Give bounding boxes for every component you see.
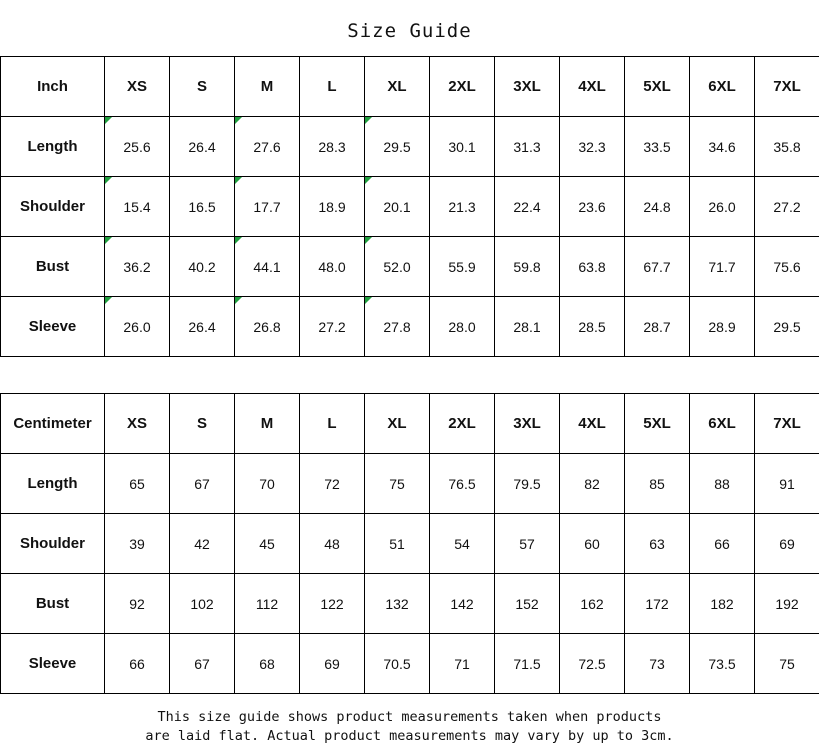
table-row [1, 514, 819, 574]
cell-bust-5xl: 67.7 [625, 237, 690, 297]
cell-length-5xl: 33.5 [625, 117, 690, 177]
table-row [1, 297, 819, 357]
cell-length-l: 28.3 [300, 117, 365, 177]
cell-bust-l: 122 [300, 574, 365, 634]
size-header-xl: XL [365, 57, 430, 117]
cell-shoulder-7xl: 27.2 [755, 177, 819, 237]
table-row [1, 237, 819, 297]
cell-shoulder-xl: 20.1 [365, 177, 430, 237]
cell-bust-xs: 36.2 [105, 237, 170, 297]
cell-length-m: 27.6 [235, 117, 300, 177]
cell-shoulder-5xl: 63 [625, 514, 690, 574]
row-label-bust: Bust [1, 237, 105, 297]
cell-length-xl: 75 [365, 454, 430, 514]
cell-length-4xl: 82 [560, 454, 625, 514]
cell-shoulder-7xl: 69 [755, 514, 819, 574]
size-header-m: M [235, 57, 300, 117]
cell-bust-m: 112 [235, 574, 300, 634]
cell-shoulder-s: 16.5 [170, 177, 235, 237]
size-header-5xl: 5XL [625, 394, 690, 454]
cell-sleeve-l: 27.2 [300, 297, 365, 357]
cell-sleeve-7xl: 29.5 [755, 297, 819, 357]
unit-label-centimeter: Centimeter [1, 394, 105, 454]
cell-length-7xl: 35.8 [755, 117, 819, 177]
cell-shoulder-6xl: 26.0 [690, 177, 755, 237]
cell-sleeve-2xl: 71 [430, 634, 495, 694]
cell-bust-2xl: 142 [430, 574, 495, 634]
table-row [1, 117, 819, 177]
cell-length-xl: 29.5 [365, 117, 430, 177]
cell-length-s: 67 [170, 454, 235, 514]
page-title: Size Guide [0, 0, 819, 56]
size-header-7xl: 7XL [755, 394, 819, 454]
cell-bust-m: 44.1 [235, 237, 300, 297]
cell-sleeve-s: 26.4 [170, 297, 235, 357]
table-row [1, 177, 819, 237]
row-label-sleeve: Sleeve [1, 634, 105, 694]
cell-shoulder-3xl: 22.4 [495, 177, 560, 237]
table-row [1, 574, 819, 634]
size-header-xs: XS [105, 57, 170, 117]
cell-bust-xl: 132 [365, 574, 430, 634]
cell-sleeve-4xl: 72.5 [560, 634, 625, 694]
row-label-length: Length [1, 454, 105, 514]
size-table-centimeter [0, 393, 819, 694]
cell-length-4xl: 32.3 [560, 117, 625, 177]
cell-bust-5xl: 172 [625, 574, 690, 634]
cell-sleeve-6xl: 28.9 [690, 297, 755, 357]
size-header-s: S [170, 57, 235, 117]
size-header-6xl: 6XL [690, 57, 755, 117]
cell-bust-4xl: 162 [560, 574, 625, 634]
cell-length-3xl: 31.3 [495, 117, 560, 177]
cell-length-m: 70 [235, 454, 300, 514]
size-header-m: M [235, 394, 300, 454]
size-header-7xl: 7XL [755, 57, 819, 117]
cell-bust-3xl: 59.8 [495, 237, 560, 297]
table-header-row [1, 57, 819, 117]
unit-label-inch: Inch [1, 57, 105, 117]
cell-sleeve-5xl: 28.7 [625, 297, 690, 357]
size-header-l: L [300, 57, 365, 117]
cell-shoulder-l: 48 [300, 514, 365, 574]
size-header-s: S [170, 394, 235, 454]
row-label-length: Length [1, 117, 105, 177]
size-header-6xl: 6XL [690, 394, 755, 454]
cell-shoulder-xs: 15.4 [105, 177, 170, 237]
cell-shoulder-2xl: 21.3 [430, 177, 495, 237]
size-header-xs: XS [105, 394, 170, 454]
cell-length-3xl: 79.5 [495, 454, 560, 514]
cell-sleeve-s: 67 [170, 634, 235, 694]
cell-shoulder-4xl: 60 [560, 514, 625, 574]
table-divider-space [0, 357, 819, 393]
cell-sleeve-m: 68 [235, 634, 300, 694]
cell-shoulder-6xl: 66 [690, 514, 755, 574]
cell-shoulder-2xl: 54 [430, 514, 495, 574]
row-label-sleeve: Sleeve [1, 297, 105, 357]
row-label-shoulder: Shoulder [1, 177, 105, 237]
cell-shoulder-l: 18.9 [300, 177, 365, 237]
cell-shoulder-s: 42 [170, 514, 235, 574]
row-label-shoulder: Shoulder [1, 514, 105, 574]
cell-length-7xl: 91 [755, 454, 819, 514]
cell-bust-6xl: 182 [690, 574, 755, 634]
cell-length-s: 26.4 [170, 117, 235, 177]
size-header-5xl: 5XL [625, 57, 690, 117]
cell-sleeve-xs: 66 [105, 634, 170, 694]
cell-sleeve-xl: 27.8 [365, 297, 430, 357]
size-header-4xl: 4XL [560, 57, 625, 117]
footer-line-2: are laid flat. Actual product measurements may vary by up to 3cm. [0, 727, 819, 746]
cell-shoulder-3xl: 57 [495, 514, 560, 574]
cell-length-xs: 65 [105, 454, 170, 514]
cell-bust-7xl: 75.6 [755, 237, 819, 297]
cell-bust-3xl: 152 [495, 574, 560, 634]
cell-sleeve-xs: 26.0 [105, 297, 170, 357]
cell-length-l: 72 [300, 454, 365, 514]
cell-length-2xl: 76.5 [430, 454, 495, 514]
cell-length-5xl: 85 [625, 454, 690, 514]
cell-shoulder-m: 17.7 [235, 177, 300, 237]
cell-length-6xl: 34.6 [690, 117, 755, 177]
cell-bust-l: 48.0 [300, 237, 365, 297]
cell-sleeve-xl: 70.5 [365, 634, 430, 694]
table-header-row [1, 394, 819, 454]
cell-shoulder-m: 45 [235, 514, 300, 574]
size-header-xl: XL [365, 394, 430, 454]
cell-bust-4xl: 63.8 [560, 237, 625, 297]
size-header-4xl: 4XL [560, 394, 625, 454]
cell-sleeve-l: 69 [300, 634, 365, 694]
cell-sleeve-6xl: 73.5 [690, 634, 755, 694]
cell-sleeve-m: 26.8 [235, 297, 300, 357]
cell-sleeve-5xl: 73 [625, 634, 690, 694]
cell-bust-s: 102 [170, 574, 235, 634]
size-header-2xl: 2XL [430, 394, 495, 454]
table-row [1, 454, 819, 514]
size-header-3xl: 3XL [495, 57, 560, 117]
cell-bust-7xl: 192 [755, 574, 819, 634]
cell-shoulder-xs: 39 [105, 514, 170, 574]
row-label-bust: Bust [1, 574, 105, 634]
cell-length-2xl: 30.1 [430, 117, 495, 177]
cell-bust-xs: 92 [105, 574, 170, 634]
cell-length-xs: 25.6 [105, 117, 170, 177]
cell-shoulder-4xl: 23.6 [560, 177, 625, 237]
size-header-2xl: 2XL [430, 57, 495, 117]
cell-sleeve-2xl: 28.0 [430, 297, 495, 357]
cell-sleeve-7xl: 75 [755, 634, 819, 694]
cell-bust-6xl: 71.7 [690, 237, 755, 297]
cell-sleeve-3xl: 71.5 [495, 634, 560, 694]
cell-bust-xl: 52.0 [365, 237, 430, 297]
size-header-3xl: 3XL [495, 394, 560, 454]
table-row [1, 634, 819, 694]
footer-note [0, 694, 819, 746]
footer-line-1: This size guide shows product measurements taken when products [0, 708, 819, 727]
cell-bust-s: 40.2 [170, 237, 235, 297]
cell-bust-2xl: 55.9 [430, 237, 495, 297]
cell-length-6xl: 88 [690, 454, 755, 514]
size-table-inch [0, 56, 819, 357]
cell-sleeve-4xl: 28.5 [560, 297, 625, 357]
cell-shoulder-5xl: 24.8 [625, 177, 690, 237]
size-header-l: L [300, 394, 365, 454]
cell-sleeve-3xl: 28.1 [495, 297, 560, 357]
cell-shoulder-xl: 51 [365, 514, 430, 574]
